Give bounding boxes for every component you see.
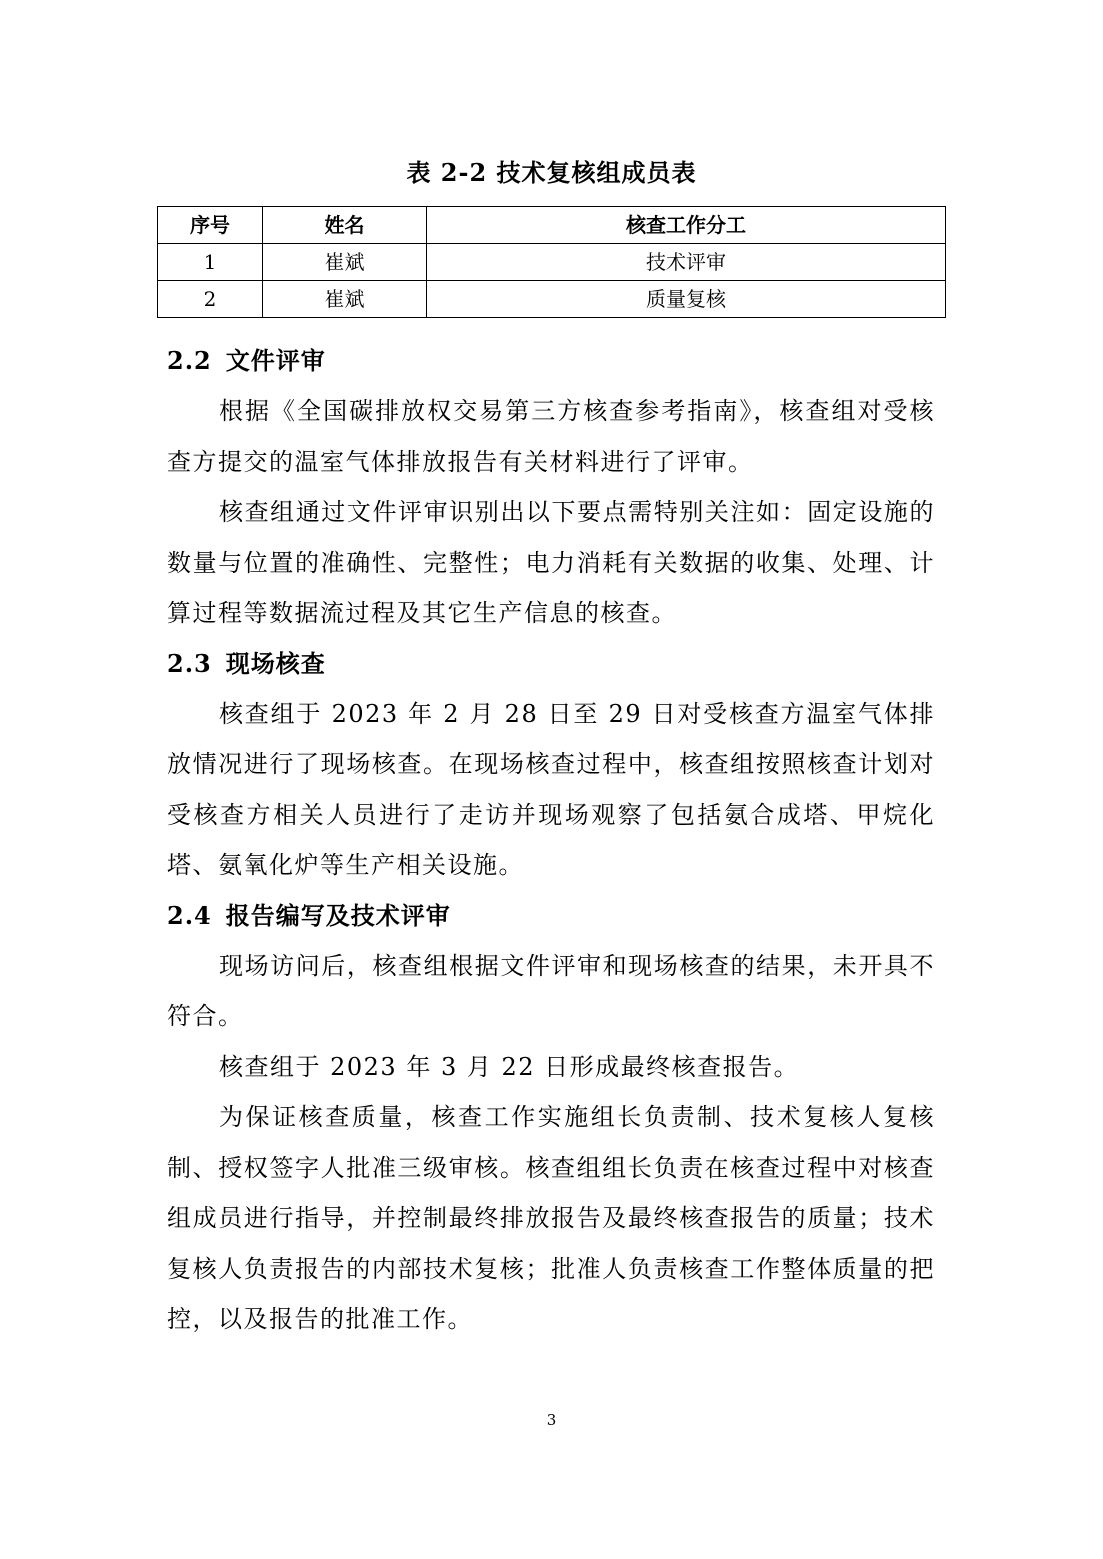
cell-name: 崔斌 <box>263 244 427 281</box>
section-heading-2-3 <box>167 639 935 689</box>
table-header-row <box>158 207 946 244</box>
paragraph: 核查组于 2023 年 3 月 22 日形成最终核查报告。 <box>219 1052 800 1081</box>
header-role: 核查工作分工 <box>427 207 946 244</box>
section-number: 2.4 <box>167 900 212 930</box>
header-seq: 序号 <box>158 207 263 244</box>
paragraph: 为保证核查质量，核查工作实施组长负责制、技术复核人复核制、授权签字人批准三级审核。核查组组长负责在核查过程中对核查组成员进行指导，并控制最终排放报告及最终核查报告的质量；技术复核人负责报告的内部技术复核；批准人负责核查工作整体质量的把控，以及报告的批准工作。 <box>167 1103 935 1333</box>
section-title: 现场核查 <box>225 648 326 678</box>
cell-seq: 2 <box>158 281 263 318</box>
section-heading-2-4 <box>167 891 935 941</box>
paragraph: 核查组通过文件评审识别出以下要点需特别关注如：固定设施的数量与位置的准确性、完整性；电力消耗有关数据的收集、处理、计算过程等数据流过程及其它生产信息的核查。 <box>167 498 935 627</box>
cell-role: 质量复核 <box>427 281 946 318</box>
table-row <box>158 244 946 281</box>
section-number: 2.3 <box>167 648 212 678</box>
cell-seq: 1 <box>158 244 263 281</box>
section-title: 报告编写及技术评审 <box>225 900 451 930</box>
technical-review-members-table <box>157 206 946 318</box>
page-number: 3 <box>546 1411 557 1429</box>
document-body <box>167 336 935 1345</box>
paragraph: 现场访问后，核查组根据文件评审和现场核查的结果，未开具不符合。 <box>167 951 935 1030</box>
paragraph: 根据《全国碳排放权交易第三方核查参考指南》，核查组对受核查方提交的温室气体排放报告有关材料进行了评审。 <box>167 397 935 476</box>
cell-role: 技术评审 <box>427 244 946 281</box>
section-heading-2-2 <box>167 336 935 386</box>
header-name: 姓名 <box>263 207 427 244</box>
cell-name: 崔斌 <box>263 281 427 318</box>
section-number: 2.2 <box>167 346 212 375</box>
table-row <box>158 281 946 318</box>
table-caption: 表 2-2 技术复核组成员表 <box>406 158 697 187</box>
section-title: 文件评审 <box>225 346 326 375</box>
paragraph: 核查组于 2023 年 2 月 28 日至 29 日对受核查方温室气体排放情况进行了现场核查。在现场核查过程中，核查组按照核查计划对受核查方相关人员进行了走访并现场观察了包括氨合成塔、甲烷化塔、氨氧化炉等生产相关设施。 <box>167 699 935 879</box>
